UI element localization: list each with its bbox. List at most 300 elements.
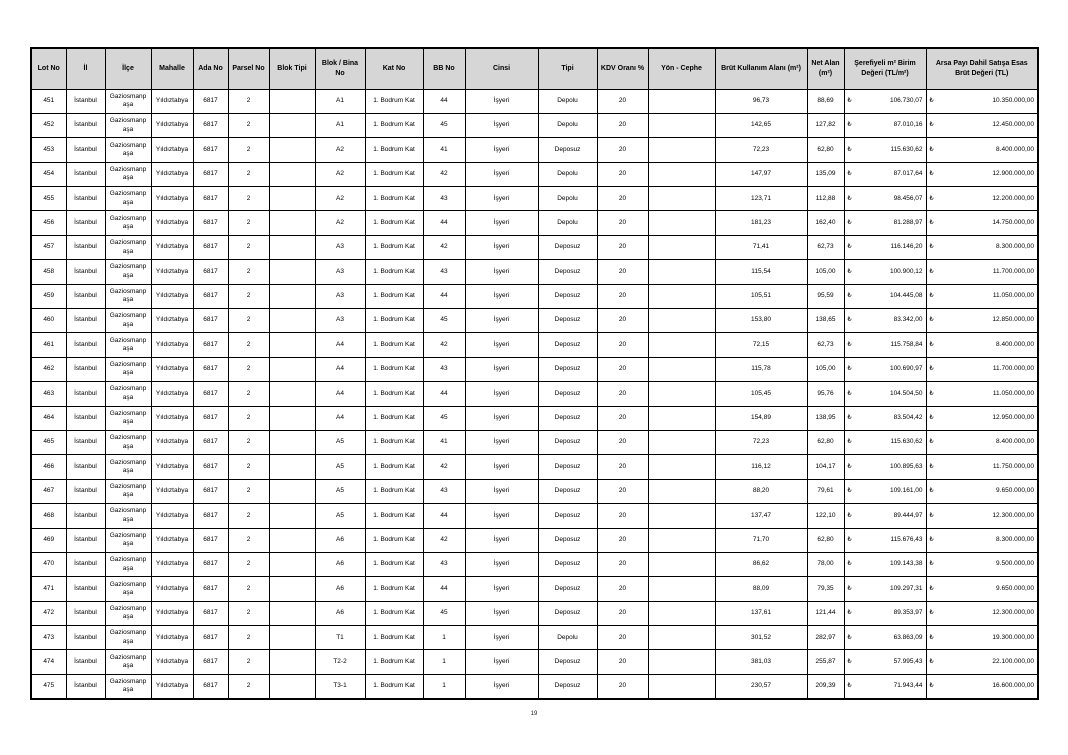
- cell-lot-no: 466: [31, 455, 66, 479]
- cell-kat-no: 1. Bodrum Kat: [365, 357, 423, 381]
- cell-tipi: Deposuz: [538, 479, 597, 503]
- cell-net-alan: 88,69: [807, 89, 844, 113]
- cell-net-alan: 79,35: [807, 577, 844, 601]
- cell-cinsi: İşyeri: [465, 357, 538, 381]
- cell-satisa-esas-brut-degeri: [926, 626, 1038, 650]
- column-header-satisa-esas-brut-degeri: Arsa Payı Dahil Satışa Esas Brüt Değeri (TL): [926, 48, 1038, 89]
- cell-bb-no: 45: [423, 406, 465, 430]
- cell-serefiyeli-birim-degeri: [844, 211, 926, 235]
- cell-ada-no: 6817: [193, 357, 228, 381]
- amount-value: 11.700.000,00: [992, 365, 1034, 373]
- cell-satisa-esas-brut-degeri: [926, 504, 1038, 528]
- cell-cinsi: İşyeri: [465, 552, 538, 576]
- cell-yon-cephe: [648, 674, 715, 698]
- cell-ilce: Gaziosmanpaşa: [105, 333, 151, 357]
- cell-il: İstanbul: [66, 333, 105, 357]
- amount-value: 9.650.000,00: [996, 584, 1034, 592]
- cell-kdv-orani: 20: [597, 333, 648, 357]
- cell-bb-no: 41: [423, 138, 465, 162]
- table-row: [31, 601, 1038, 625]
- lira-currency-symbol: ₺: [847, 487, 852, 495]
- cell-cinsi: İşyeri: [465, 674, 538, 698]
- cell-kdv-orani: 20: [597, 162, 648, 186]
- cell-parsel-no: 2: [228, 113, 269, 137]
- cell-kat-no: 1. Bodrum Kat: [365, 89, 423, 113]
- table-row: [31, 552, 1038, 576]
- cell-blok-tipi: [269, 552, 315, 576]
- column-header-kdv-orani: KDV Oranı %: [597, 48, 648, 89]
- cell-kdv-orani: 20: [597, 138, 648, 162]
- cell-yon-cephe: [648, 113, 715, 137]
- cell-parsel-no: 2: [228, 601, 269, 625]
- cell-kdv-orani: 20: [597, 382, 648, 406]
- cell-parsel-no: 2: [228, 211, 269, 235]
- cell-ada-no: 6817: [193, 406, 228, 430]
- lira-currency-symbol: ₺: [847, 316, 852, 324]
- amount-value: 109.297,31: [889, 584, 923, 592]
- cell-blok-tipi: [269, 309, 315, 333]
- cell-net-alan: 209,39: [807, 674, 844, 698]
- table-row: [31, 455, 1038, 479]
- table-row: [31, 674, 1038, 698]
- amount-value: 12.200.000,00: [992, 194, 1034, 202]
- cell-brut-kullanim-alani: 88,20: [715, 479, 807, 503]
- cell-brut-kullanim-alani: 105,51: [715, 284, 807, 308]
- cell-bb-no: 42: [423, 455, 465, 479]
- cell-mahalle: Yıldıztabya: [151, 430, 193, 454]
- cell-blok-tipi: [269, 162, 315, 186]
- amount-value: 12.850.000,00: [992, 316, 1034, 324]
- lira-currency-symbol: ₺: [847, 170, 852, 178]
- cell-net-alan: 282,97: [807, 626, 844, 650]
- cell-blok-tipi: [269, 504, 315, 528]
- table-row: [31, 626, 1038, 650]
- lira-currency-symbol: ₺: [847, 121, 852, 129]
- cell-cinsi: İşyeri: [465, 430, 538, 454]
- table-row: [31, 504, 1038, 528]
- lira-currency-symbol: ₺: [847, 511, 852, 519]
- cell-kat-no: 1. Bodrum Kat: [365, 552, 423, 576]
- cell-serefiyeli-birim-degeri: [844, 577, 926, 601]
- amount-value: 100.900,12: [889, 267, 923, 275]
- amount-value: 87.017,64: [893, 170, 923, 178]
- cell-kat-no: 1. Bodrum Kat: [365, 455, 423, 479]
- cell-parsel-no: 2: [228, 577, 269, 601]
- cell-blok-bina-no: A5: [315, 430, 365, 454]
- lira-currency-symbol: ₺: [929, 536, 934, 543]
- lira-currency-symbol: ₺: [929, 682, 934, 690]
- page-number: 19: [530, 711, 538, 717]
- cell-tipi: Deposuz: [538, 357, 597, 381]
- cell-ada-no: 6817: [193, 552, 228, 576]
- lira-currency-symbol: ₺: [929, 657, 934, 665]
- cell-yon-cephe: [648, 235, 715, 259]
- table-row: [31, 479, 1038, 503]
- amount-value: 16.600.000,00: [992, 682, 1034, 690]
- cell-kdv-orani: 20: [597, 504, 648, 528]
- lira-currency-symbol: ₺: [847, 365, 852, 373]
- cell-mahalle: Yıldıztabya: [151, 455, 193, 479]
- table-row: [31, 211, 1038, 235]
- cell-serefiyeli-birim-degeri: [844, 187, 926, 211]
- column-header-blok-bina-no: Blok / Bina No: [315, 48, 365, 89]
- cell-tipi: Deposuz: [538, 650, 597, 674]
- cell-serefiyeli-birim-degeri: [844, 528, 926, 552]
- cell-net-alan: 127,82: [807, 113, 844, 137]
- cell-tipi: Deposuz: [538, 552, 597, 576]
- lira-currency-symbol: ₺: [929, 609, 934, 617]
- cell-yon-cephe: [648, 211, 715, 235]
- cell-blok-tipi: [269, 357, 315, 381]
- cell-tipi: Deposuz: [538, 430, 597, 454]
- cell-ilce: Gaziosmanpaşa: [105, 89, 151, 113]
- cell-blok-tipi: [269, 235, 315, 259]
- cell-blok-tipi: [269, 89, 315, 113]
- table-row: [31, 406, 1038, 430]
- cell-parsel-no: 2: [228, 674, 269, 698]
- column-header-ada-no: Ada No: [193, 48, 228, 89]
- cell-blok-bina-no: A4: [315, 357, 365, 381]
- cell-lot-no: 473: [31, 626, 66, 650]
- lira-currency-symbol: ₺: [847, 682, 852, 690]
- cell-satisa-esas-brut-degeri: [926, 577, 1038, 601]
- column-header-bb-no: BB No: [423, 48, 465, 89]
- cell-parsel-no: 2: [228, 357, 269, 381]
- cell-bb-no: 43: [423, 552, 465, 576]
- cell-ada-no: 6817: [193, 504, 228, 528]
- cell-yon-cephe: [648, 577, 715, 601]
- cell-il: İstanbul: [66, 577, 105, 601]
- lira-currency-symbol: ₺: [847, 584, 852, 592]
- cell-blok-bina-no: A4: [315, 406, 365, 430]
- cell-blok-bina-no: A3: [315, 235, 365, 259]
- cell-kat-no: 1. Bodrum Kat: [365, 162, 423, 186]
- cell-brut-kullanim-alani: 147,97: [715, 162, 807, 186]
- amount-value: 63.863,09: [893, 633, 923, 641]
- cell-yon-cephe: [648, 406, 715, 430]
- cell-il: İstanbul: [66, 626, 105, 650]
- cell-il: İstanbul: [66, 455, 105, 479]
- lira-currency-symbol: ₺: [929, 96, 934, 104]
- cell-ada-no: 6817: [193, 284, 228, 308]
- cell-serefiyeli-birim-degeri: [844, 455, 926, 479]
- table-row: [31, 235, 1038, 259]
- cell-satisa-esas-brut-degeri: [926, 479, 1038, 503]
- lira-currency-symbol: ₺: [929, 365, 934, 373]
- cell-blok-bina-no: A2: [315, 138, 365, 162]
- cell-kdv-orani: 20: [597, 211, 648, 235]
- cell-brut-kullanim-alani: 71,41: [715, 235, 807, 259]
- column-header-lot-no: Lot No: [31, 48, 66, 89]
- cell-parsel-no: 2: [228, 650, 269, 674]
- cell-net-alan: 62,80: [807, 430, 844, 454]
- cell-yon-cephe: [648, 430, 715, 454]
- amount-value: 89.444,97: [893, 511, 923, 519]
- cell-ada-no: 6817: [193, 162, 228, 186]
- lira-currency-symbol: ₺: [929, 340, 934, 348]
- amount-value: 8.400.000,00: [996, 145, 1034, 153]
- cell-kdv-orani: 20: [597, 601, 648, 625]
- cell-tipi: Deposuz: [538, 260, 597, 284]
- cell-blok-tipi: [269, 455, 315, 479]
- cell-blok-tipi: [269, 333, 315, 357]
- cell-net-alan: 62,80: [807, 138, 844, 162]
- cell-parsel-no: 2: [228, 138, 269, 162]
- cell-blok-tipi: [269, 601, 315, 625]
- cell-cinsi: İşyeri: [465, 528, 538, 552]
- cell-ada-no: 6817: [193, 601, 228, 625]
- cell-il: İstanbul: [66, 138, 105, 162]
- amount-value: 100.690,97: [889, 365, 923, 373]
- cell-mahalle: Yıldıztabya: [151, 333, 193, 357]
- cell-kdv-orani: 20: [597, 309, 648, 333]
- table-row: [31, 138, 1038, 162]
- lira-currency-symbol: ₺: [847, 218, 852, 226]
- cell-serefiyeli-birim-degeri: [844, 674, 926, 698]
- cell-bb-no: 45: [423, 113, 465, 137]
- lira-currency-symbol: ₺: [929, 145, 934, 153]
- cell-kat-no: 1. Bodrum Kat: [365, 235, 423, 259]
- amount-value: 14.750.000,00: [992, 218, 1034, 226]
- cell-tipi: Depolu: [538, 113, 597, 137]
- cell-cinsi: İşyeri: [465, 260, 538, 284]
- cell-mahalle: Yıldıztabya: [151, 528, 193, 552]
- cell-ilce: Gaziosmanpaşa: [105, 601, 151, 625]
- cell-cinsi: İşyeri: [465, 284, 538, 308]
- cell-tipi: Deposuz: [538, 455, 597, 479]
- cell-net-alan: 95,59: [807, 284, 844, 308]
- cell-satisa-esas-brut-degeri: [926, 113, 1038, 137]
- cell-cinsi: İşyeri: [465, 211, 538, 235]
- cell-net-alan: 79,61: [807, 479, 844, 503]
- cell-serefiyeli-birim-degeri: [844, 357, 926, 381]
- cell-tipi: Deposuz: [538, 309, 597, 333]
- cell-satisa-esas-brut-degeri: [926, 89, 1038, 113]
- lira-currency-symbol: ₺: [847, 340, 852, 348]
- amount-value: 11.050.000,00: [992, 292, 1034, 300]
- cell-kat-no: 1. Bodrum Kat: [365, 138, 423, 162]
- cell-satisa-esas-brut-degeri: [926, 309, 1038, 333]
- cell-blok-bina-no: A2: [315, 211, 365, 235]
- amount-value: 11.700.000,00: [992, 267, 1034, 275]
- lira-currency-symbol: ₺: [847, 267, 852, 275]
- table-row: [31, 260, 1038, 284]
- cell-satisa-esas-brut-degeri: [926, 333, 1038, 357]
- column-header-tipi: Tipi: [538, 48, 597, 89]
- amount-value: 115.676,43: [890, 536, 923, 543]
- cell-cinsi: İşyeri: [465, 504, 538, 528]
- cell-lot-no: 462: [31, 357, 66, 381]
- cell-brut-kullanim-alani: 71,70: [715, 528, 807, 552]
- amount-value: 19.300.000,00: [992, 633, 1034, 641]
- cell-ada-no: 6817: [193, 113, 228, 137]
- cell-satisa-esas-brut-degeri: [926, 406, 1038, 430]
- cell-blok-tipi: [269, 211, 315, 235]
- amount-value: 115.758,84: [890, 340, 923, 348]
- cell-kat-no: 1. Bodrum Kat: [365, 187, 423, 211]
- cell-mahalle: Yıldıztabya: [151, 626, 193, 650]
- cell-bb-no: 45: [423, 309, 465, 333]
- amount-value: 9.500.000,00: [996, 560, 1034, 568]
- cell-kdv-orani: 20: [597, 187, 648, 211]
- cell-blok-bina-no: A1: [315, 89, 365, 113]
- lira-currency-symbol: ₺: [847, 560, 852, 568]
- cell-kat-no: 1. Bodrum Kat: [365, 260, 423, 284]
- cell-parsel-no: 2: [228, 382, 269, 406]
- cell-tipi: Depolu: [538, 626, 597, 650]
- cell-satisa-esas-brut-degeri: [926, 260, 1038, 284]
- amount-value: 81.288,97: [893, 218, 923, 226]
- cell-yon-cephe: [648, 504, 715, 528]
- cell-serefiyeli-birim-degeri: [844, 309, 926, 333]
- cell-brut-kullanim-alani: 181,23: [715, 211, 807, 235]
- cell-satisa-esas-brut-degeri: [926, 162, 1038, 186]
- cell-net-alan: 104,17: [807, 455, 844, 479]
- cell-parsel-no: 2: [228, 406, 269, 430]
- cell-ada-no: 6817: [193, 309, 228, 333]
- cell-net-alan: 78,00: [807, 552, 844, 576]
- cell-net-alan: 121,44: [807, 601, 844, 625]
- cell-brut-kullanim-alani: 301,52: [715, 626, 807, 650]
- cell-cinsi: İşyeri: [465, 455, 538, 479]
- cell-bb-no: 41: [423, 430, 465, 454]
- cell-brut-kullanim-alani: 137,47: [715, 504, 807, 528]
- cell-satisa-esas-brut-degeri: [926, 284, 1038, 308]
- cell-ilce: Gaziosmanpaşa: [105, 382, 151, 406]
- cell-bb-no: 42: [423, 162, 465, 186]
- amount-value: 106.730,07: [889, 96, 923, 104]
- cell-serefiyeli-birim-degeri: [844, 650, 926, 674]
- table-row: [31, 382, 1038, 406]
- cell-kdv-orani: 20: [597, 406, 648, 430]
- cell-serefiyeli-birim-degeri: [844, 601, 926, 625]
- cell-il: İstanbul: [66, 260, 105, 284]
- column-header-net-alan: Net Alan (m²): [807, 48, 844, 89]
- table-row: [31, 333, 1038, 357]
- cell-blok-bina-no: T3-1: [315, 674, 365, 698]
- cell-kdv-orani: 20: [597, 284, 648, 308]
- cell-ilce: Gaziosmanpaşa: [105, 211, 151, 235]
- cell-ada-no: 6817: [193, 89, 228, 113]
- cell-tipi: Deposuz: [538, 235, 597, 259]
- cell-mahalle: Yıldıztabya: [151, 284, 193, 308]
- cell-il: İstanbul: [66, 357, 105, 381]
- cell-blok-bina-no: T1: [315, 626, 365, 650]
- cell-ada-no: 6817: [193, 455, 228, 479]
- cell-satisa-esas-brut-degeri: [926, 552, 1038, 576]
- lira-currency-symbol: ₺: [929, 584, 934, 592]
- cell-blok-bina-no: A6: [315, 577, 365, 601]
- table-row: [31, 357, 1038, 381]
- cell-mahalle: Yıldıztabya: [151, 260, 193, 284]
- cell-serefiyeli-birim-degeri: [844, 260, 926, 284]
- cell-bb-no: 42: [423, 333, 465, 357]
- cell-parsel-no: 2: [228, 162, 269, 186]
- table-row: [31, 309, 1038, 333]
- cell-ada-no: 6817: [193, 577, 228, 601]
- cell-lot-no: 454: [31, 162, 66, 186]
- cell-yon-cephe: [648, 333, 715, 357]
- cell-yon-cephe: [648, 382, 715, 406]
- cell-net-alan: 138,95: [807, 406, 844, 430]
- cell-cinsi: İşyeri: [465, 113, 538, 137]
- cell-brut-kullanim-alani: 137,61: [715, 601, 807, 625]
- cell-bb-no: 45: [423, 601, 465, 625]
- cell-net-alan: 105,00: [807, 260, 844, 284]
- cell-net-alan: 105,00: [807, 357, 844, 381]
- column-header-ilce: İlçe: [105, 48, 151, 89]
- table-row: [31, 113, 1038, 137]
- cell-kdv-orani: 20: [597, 577, 648, 601]
- amount-value: 11.050.000,00: [992, 389, 1034, 397]
- cell-brut-kullanim-alani: 88,09: [715, 577, 807, 601]
- cell-ada-no: 6817: [193, 479, 228, 503]
- cell-cinsi: İşyeri: [465, 235, 538, 259]
- cell-cinsi: İşyeri: [465, 601, 538, 625]
- cell-kat-no: 1. Bodrum Kat: [365, 333, 423, 357]
- cell-il: İstanbul: [66, 89, 105, 113]
- cell-cinsi: İşyeri: [465, 626, 538, 650]
- table-row: [31, 187, 1038, 211]
- cell-kat-no: 1. Bodrum Kat: [365, 284, 423, 308]
- cell-tipi: Depolu: [538, 162, 597, 186]
- cell-blok-tipi: [269, 406, 315, 430]
- amount-value: 12.300.000,00: [992, 609, 1034, 617]
- amount-value: 71.943,44: [893, 682, 923, 690]
- cell-ilce: Gaziosmanpaşa: [105, 406, 151, 430]
- cell-serefiyeli-birim-degeri: [844, 89, 926, 113]
- cell-brut-kullanim-alani: 115,78: [715, 357, 807, 381]
- cell-ilce: Gaziosmanpaşa: [105, 309, 151, 333]
- cell-kat-no: 1. Bodrum Kat: [365, 626, 423, 650]
- cell-yon-cephe: [648, 601, 715, 625]
- cell-satisa-esas-brut-degeri: [926, 650, 1038, 674]
- lira-currency-symbol: ₺: [847, 292, 852, 300]
- cell-parsel-no: 2: [228, 284, 269, 308]
- cell-yon-cephe: [648, 284, 715, 308]
- cell-yon-cephe: [648, 260, 715, 284]
- cell-lot-no: 469: [31, 528, 66, 552]
- amount-value: 11.750.000,00: [992, 462, 1034, 470]
- amount-value: 12.900.000,00: [992, 170, 1034, 178]
- amount-value: 12.450.000,00: [992, 121, 1034, 129]
- lira-currency-symbol: ₺: [847, 194, 852, 202]
- property-listing-table: [30, 47, 1039, 700]
- cell-net-alan: 112,88: [807, 187, 844, 211]
- cell-kat-no: 1. Bodrum Kat: [365, 577, 423, 601]
- cell-il: İstanbul: [66, 650, 105, 674]
- cell-mahalle: Yıldıztabya: [151, 382, 193, 406]
- cell-kat-no: 1. Bodrum Kat: [365, 309, 423, 333]
- cell-net-alan: 138,65: [807, 309, 844, 333]
- lira-currency-symbol: ₺: [847, 633, 852, 641]
- cell-blok-bina-no: A3: [315, 309, 365, 333]
- cell-mahalle: Yıldıztabya: [151, 89, 193, 113]
- amount-value: 8.300.000,00: [996, 243, 1034, 251]
- cell-parsel-no: 2: [228, 89, 269, 113]
- cell-kdv-orani: 20: [597, 674, 648, 698]
- cell-ada-no: 6817: [193, 211, 228, 235]
- cell-serefiyeli-birim-degeri: [844, 626, 926, 650]
- cell-serefiyeli-birim-degeri: [844, 406, 926, 430]
- cell-kdv-orani: 20: [597, 626, 648, 650]
- amount-value: 83.342,00: [893, 316, 923, 324]
- cell-tipi: Deposuz: [538, 333, 597, 357]
- cell-kat-no: 1. Bodrum Kat: [365, 430, 423, 454]
- cell-cinsi: İşyeri: [465, 138, 538, 162]
- table-row: [31, 577, 1038, 601]
- cell-tipi: Deposuz: [538, 284, 597, 308]
